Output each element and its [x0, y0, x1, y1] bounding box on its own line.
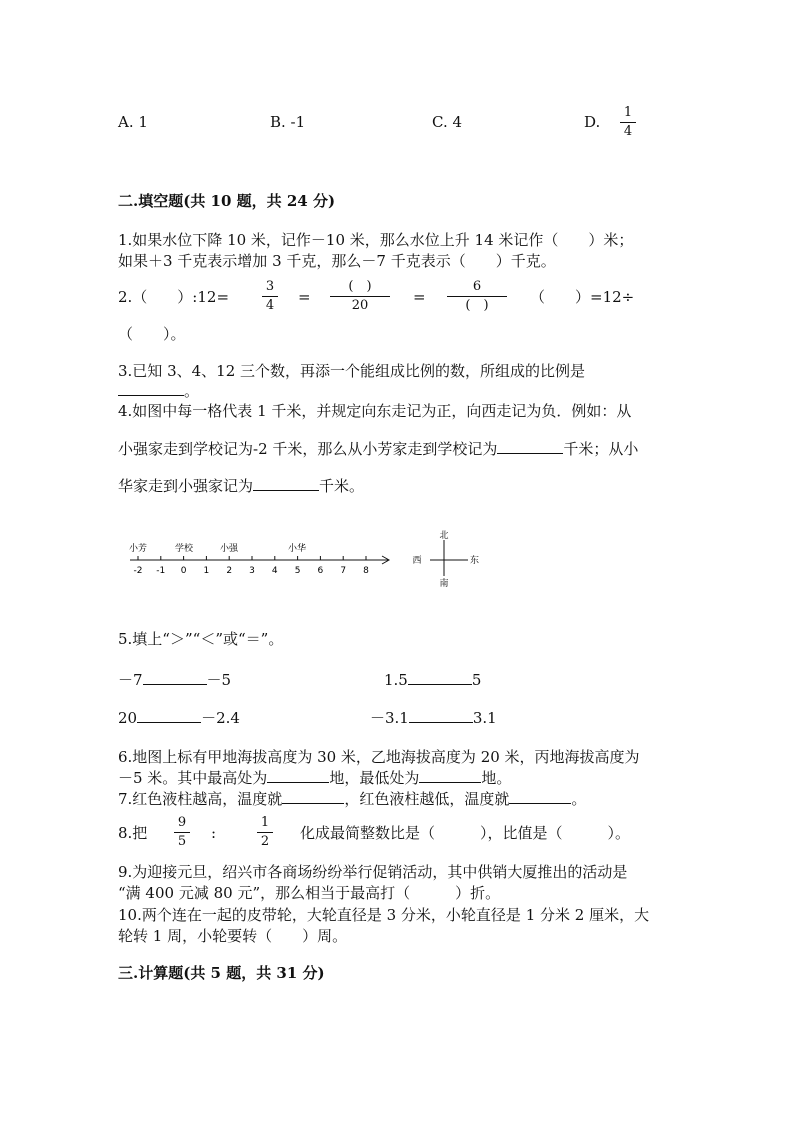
q8-colon: : [211, 824, 217, 842]
q4-line1: 4.如图中每一格代表 1 千米，并规定向东走记为正，向西走记为负．例如：从 [118, 402, 632, 420]
q4-blank-2[interactable] [253, 476, 319, 491]
q5-row1-a: －7 －5 [118, 671, 232, 689]
number-line-tick-label: 0 [180, 566, 187, 576]
q5-blank-3[interactable] [137, 708, 201, 723]
q2-fraction-1: 3 4 [262, 279, 278, 314]
q4-blank-1[interactable] [497, 439, 563, 454]
q5-blank-2[interactable] [408, 670, 472, 685]
option-b: B. -1 [270, 113, 306, 131]
label-xiaofang: 小芳 [128, 544, 148, 554]
q8-fraction-1: 9 5 [174, 815, 190, 850]
number-line-tick-label: 3 [249, 566, 255, 576]
compass-north: 北 [439, 531, 449, 541]
q7-line: 7.红色液柱越高，温度就 ，红色液柱越低，温度就 。 [118, 790, 587, 808]
q8-fraction-2: 1 2 [257, 815, 273, 850]
section-2-title: 二.填空题(共 10 题，共 24 分) [118, 192, 336, 210]
q5-row2-a: 20 －2.4 [118, 709, 240, 727]
q8-part2: 化成最简整数比是（ ），比值是（ ）。 [300, 824, 631, 842]
q2-line2: （ ）。 [118, 325, 186, 343]
compass-south: 南 [439, 579, 449, 589]
number-line-tick-label: 5 [294, 566, 301, 576]
q5-blank-4[interactable] [409, 708, 473, 723]
q7-blank-1[interactable] [282, 789, 344, 804]
option-d-fraction: 1 4 [620, 105, 636, 140]
q4-line2: 小强家走到学校记为-2 千米，那么从小芳家走到学校记为 千米；从小 [118, 440, 639, 458]
q9-line1: 9.为迎接元旦，绍兴市各商场纷纷举行促销活动，其中供销大厦推出的活动是 [118, 863, 628, 881]
q3-answer-blank[interactable] [118, 381, 184, 396]
q2-part2: （ ）=12÷ [530, 288, 635, 306]
compass-west: 西 [412, 556, 422, 566]
section-3-title: 三.计算题(共 5 题，共 31 分) [118, 964, 325, 982]
label-xiaohua: 小华 [287, 544, 307, 554]
q5-row2-b: －3.1 3.1 [370, 709, 497, 727]
number-line-tick-label: 1 [203, 566, 210, 576]
q6-line1: 6.地图上标有甲地海拔高度为 30 米，乙地海拔高度为 20 米，丙地海拔高度为 [118, 748, 640, 766]
q6-blank-1[interactable] [267, 768, 329, 783]
q2-fraction-3: 6 ( ) [447, 279, 507, 314]
q4-line3: 华家走到小强家记为 千米。 [118, 477, 365, 495]
number-line-ticks [134, 556, 370, 576]
q10-line1: 10.两个连在一起的皮带轮，大轮直径是 3 分米，小轮直径是 1 分米 2 厘米，大 [118, 906, 650, 924]
q8-part1: 8.把 [118, 824, 148, 842]
number-line-tick-label: -2 [133, 566, 143, 576]
option-a: A. 1 [118, 113, 148, 131]
label-xiaoqiang: 小强 [219, 544, 239, 554]
number-line-tick-label: 8 [363, 566, 369, 576]
option-c: C. 4 [432, 113, 463, 131]
compass-east: 东 [470, 556, 480, 566]
option-d-label: D. [584, 113, 601, 131]
number-line-tick-label: -1 [156, 566, 166, 576]
number-line-figure [118, 526, 498, 592]
q6-line2: －5 米。其中最高处为 地，最低处为 地。 [118, 769, 512, 787]
q9-line2: “满 400 元减 80 元”，那么相当于最高打（ ）折。 [118, 884, 501, 902]
q6-blank-2[interactable] [419, 768, 481, 783]
q10-line2: 轮转 1 周，小轮要转（ ）周。 [118, 927, 348, 945]
q3-line1: 3.已知 3、4、12 三个数，再添一个能组成比例的数，所组成的比例是 [118, 362, 586, 380]
q5-row1-b: 1.5 5 [384, 671, 482, 689]
q2-part1: 2.（ ）:12= [118, 288, 230, 306]
number-line-tick-label: 4 [271, 566, 278, 576]
number-line-tick-label: 7 [340, 566, 347, 576]
q1-line1: 1.如果水位下降 10 米，记作－10 米，那么水位上升 14 米记作（ ）米； [118, 231, 634, 249]
number-line-tick-label: 2 [226, 566, 233, 576]
q7-blank-2[interactable] [509, 789, 571, 804]
q1-line2: 如果＋3 千克表示增加 3 千克，那么－7 千克表示（ ）千克。 [118, 252, 556, 270]
q2-equals-1: = [298, 288, 311, 306]
q2-equals-2: = [413, 288, 426, 306]
q5-blank-1[interactable] [143, 670, 207, 685]
q5-title: 5.填上“＞”“＜”或“＝”。 [118, 630, 284, 648]
number-line-tick-label: 6 [317, 566, 324, 576]
q3-line2: 。 [118, 381, 199, 401]
q2-fraction-2: ( ) 20 [330, 279, 390, 314]
label-school: 学校 [174, 544, 194, 554]
